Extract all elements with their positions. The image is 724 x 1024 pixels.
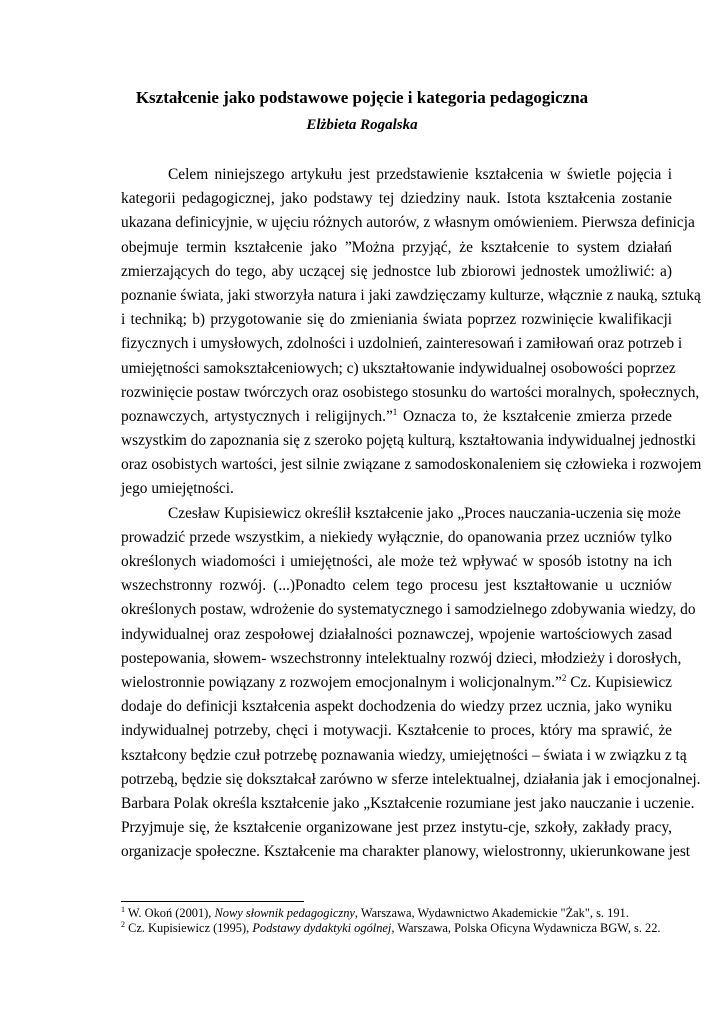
article-body	[121, 163, 702, 864]
text-line-footnote-1	[121, 405, 672, 429]
text-line: indywidualnej potrzeby, chęci i motywacji. Kształcenie to proces, który ma sprawić, że	[121, 722, 672, 740]
footnote-text: Cz. Kupisiewicz (1995),	[125, 921, 253, 935]
text-segment: Cz. Kupisiewicz	[566, 673, 672, 691]
text-line: postepowania, słowem- wszechstronny intelektualny rozwój dzieci, młodzieży i dorosłych,	[121, 649, 682, 667]
footnote-book-title: Podstawy dydaktyki ogólnej	[252, 921, 392, 935]
footnote-2	[121, 921, 681, 936]
text-line: fizycznych i umysłowych, zdolności i uzdolnień, zainteresowań i zamiłowań oraz potrzeb i	[121, 335, 683, 353]
text-line: Czesław Kupisiewicz określił kształcenie jako „Proces nauczania-uczenia się może	[168, 504, 681, 522]
text-line: Celem niniejszego artykułu jest przedstawienie kształcenia w świetle pojęcia i	[168, 166, 672, 183]
text-line: rozwinięcie postaw twórczych oraz osobistego stosunku do wartości moralnych, społecznych,	[121, 383, 700, 401]
footnote-text: , Warszawa, Polska Oficyna Wydawnicza BGW, s. 22.	[391, 921, 661, 935]
footnote-1	[121, 906, 681, 921]
text-segment: poznawczych, artystycznych i religijnych.”	[121, 407, 393, 425]
footnote-number: 2	[121, 920, 125, 929]
footnote-text: , Warszawa, Wydawnictwo Akademickie "Żak", s. 191.	[354, 906, 629, 920]
text-line: obejmuje termin kształcenie jako ”Można przyjąć, że kształcenie to system działań	[121, 238, 672, 256]
footnote-ref-1: 1	[392, 406, 398, 417]
text-line: dodaje do definicji kształcenia aspekt dochodzenia do wiedzy przez ucznia, jako wyniku	[121, 698, 672, 716]
article-author: Elżbieta Rogalska	[306, 117, 418, 133]
text-line: określonych wiadomości i umiejętności, ale może też wpływać w sposób istotny na ich	[121, 553, 672, 570]
text-line: kategorii pedagogicznej, jako podstawy tej dziedziny nauk. Istota kształcenia zostanie	[121, 190, 672, 208]
text-line: prowadzić przede wszystkim, a niekiedy wyłącznie, do opanowania przez uczniów tylko	[121, 528, 672, 546]
text-line: poznanie świata, jaki stworzyła natura i jaki zawdzięczamy kulturze, włącznie z nauką, sztuką	[121, 286, 701, 304]
footnote-book-title: Nowy słownik pedagogiczny	[214, 906, 355, 920]
text-line: indywidualnej oraz zespołowej działalności poznawczej, wpojenie wartościowych zasad	[121, 625, 672, 643]
text-line: zmierzających do tego, aby uczącej się jednostce lub zbiorowi jednostek umożliwić: a)	[121, 262, 672, 280]
text-line: Przyjmuje się, że kształcenie organizowane jest przez instytu-cje, szkoły, zakłady pracy,	[121, 819, 672, 837]
text-line: potrzebą, będzie się dokształcał zarówno w sferze intelektualnej, działania jak i emocjonalnej.	[121, 770, 701, 788]
footnote-number: 1	[121, 905, 125, 914]
text-line: jego umiejętności.	[121, 480, 234, 498]
text-line: kształcony będzie czuł potrzebę poznawania wiedzy, umiejętności – świata i w związku z tą	[121, 746, 687, 764]
text-line: oraz osobistych wartości, jest silnie związane z samodoskonaleniem się człowieka i rozwojem	[121, 456, 702, 474]
text-line-footnote-2	[121, 671, 672, 695]
text-line: organizacje społeczne. Kształcenie ma charakter planowy, wielostronny, ukierunkowane jest	[121, 843, 691, 861]
footnote-separator	[121, 901, 304, 902]
text-line: wszystkim do zapoznania się z szeroko pojętą kulturą, kształtowania indywidualnej jednostki	[121, 432, 696, 450]
text-line: ukazana definicyjnie, w ujęciu różnych autorów, z własnym omówieniem. Pierwsza definicja	[121, 214, 695, 232]
text-line: wszechstronny rozwój. (...)Ponadto celem tego procesu jest kształtowanie u uczniów	[121, 577, 672, 595]
text-line: umiejętności samokształceniowych; c) ukształtowanie indywidualnej osobowości poprzez	[121, 359, 676, 377]
text-line: i techniką; b) przygotowanie się do zmieniania świata poprzez rozwinięcie kwalifikacji	[121, 311, 672, 329]
text-line: Barbara Polak określa kształcenie jako „Kształcenie rozumiane jest jako nauczanie i uczenie.	[121, 794, 695, 812]
article-title: Kształcenie jako podstawowe pojęcie i kategoria pedagogiczna	[135, 88, 589, 107]
text-segment: wielostronnie powiązany z rozwojem emocjonalnym i wolicjonalnym.”	[121, 673, 562, 691]
footnote-ref-2: 2	[561, 672, 567, 683]
text-line: określonych postaw, wdrożenie do systematycznego i samodzielnego zdobywania wiedzy, do	[121, 601, 696, 619]
footnote-text: W. Okoń (2001),	[125, 906, 215, 920]
text-segment: Oznacza to, że kształcenie zmierza przede	[397, 407, 673, 425]
